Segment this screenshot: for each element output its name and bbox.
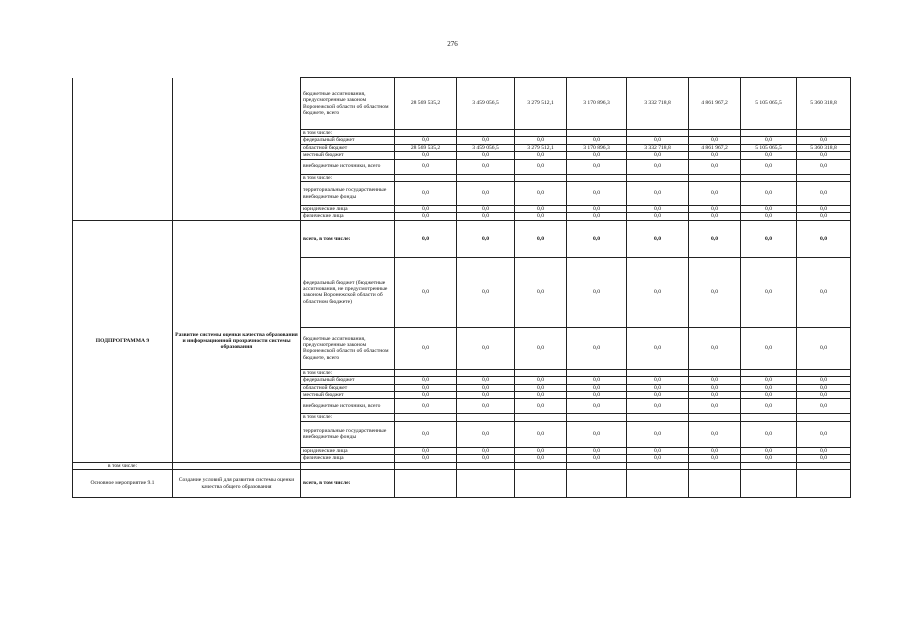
value-cell: 0,0 — [741, 392, 797, 399]
row-label: физические лица — [301, 213, 395, 220]
value-cell — [689, 369, 741, 376]
value-cell: 0,0 — [457, 421, 515, 447]
value-cell: 0,0 — [395, 137, 457, 144]
row-label: в том числе: — [301, 414, 395, 421]
empty-cell — [173, 462, 301, 469]
value-cell — [567, 470, 627, 498]
value-cell: 0,0 — [689, 137, 741, 144]
value-cell — [797, 130, 851, 137]
value-cell: 0,0 — [797, 421, 851, 447]
value-cell: 0,0 — [515, 159, 567, 174]
row-label: федеральный бюджет — [301, 137, 395, 144]
value-cell: 0,0 — [457, 447, 515, 454]
value-cell: 0,0 — [515, 377, 567, 384]
value-cell — [567, 130, 627, 137]
value-cell — [395, 414, 457, 421]
row-label: в том числе: — [301, 130, 395, 137]
value-cell: 0,0 — [689, 257, 741, 327]
value-cell: 0,0 — [797, 377, 851, 384]
value-cell: 0,0 — [689, 220, 741, 257]
row-label: территориальные государственные внебюджетные фонды — [301, 421, 395, 447]
row-label: территориальные государственные внебюджетные фонды — [301, 182, 395, 206]
value-cell: 0,0 — [457, 377, 515, 384]
value-cell: 0,0 — [567, 384, 627, 391]
value-cell — [689, 174, 741, 181]
value-cell: 0,0 — [741, 455, 797, 462]
value-cell: 0,0 — [689, 327, 741, 369]
value-cell — [741, 369, 797, 376]
value-cell: 0,0 — [627, 455, 689, 462]
value-cell: 0,0 — [689, 421, 741, 447]
row-label: всего, в том числе: — [301, 470, 395, 498]
value-cell — [457, 130, 515, 137]
value-cell: 0,0 — [627, 182, 689, 206]
row-label: бюджетные ассигнования, предусмотренные законом Воронежской области об областном бюджете, всего — [301, 327, 395, 369]
value-cell — [515, 414, 567, 421]
subprogram-name: Развитие системы оценки качества образования и информационной прозрачности системы образования — [173, 220, 301, 462]
value-cell — [515, 369, 567, 376]
value-cell: 0,0 — [515, 327, 567, 369]
value-cell: 3 170 896,3 — [567, 144, 627, 151]
value-cell — [689, 414, 741, 421]
value-cell: 0,0 — [741, 447, 797, 454]
value-cell: 0,0 — [797, 257, 851, 327]
value-cell: 0,0 — [627, 213, 689, 220]
value-cell: 0,0 — [567, 213, 627, 220]
value-cell: 3 332 718,8 — [627, 144, 689, 151]
value-cell: 0,0 — [457, 220, 515, 257]
value-cell: 0,0 — [797, 455, 851, 462]
value-cell: 0,0 — [741, 220, 797, 257]
value-cell: 0,0 — [457, 159, 515, 174]
value-cell — [395, 369, 457, 376]
value-cell — [515, 130, 567, 137]
value-cell: 0,0 — [689, 152, 741, 159]
value-cell: 0,0 — [395, 182, 457, 206]
empty-cell — [797, 462, 851, 469]
value-cell: 0,0 — [515, 220, 567, 257]
value-cell — [457, 369, 515, 376]
value-cell: 0,0 — [515, 137, 567, 144]
value-cell: 0,0 — [515, 206, 567, 213]
value-cell: 0,0 — [457, 213, 515, 220]
value-cell: 0,0 — [395, 447, 457, 454]
value-cell: 0,0 — [395, 377, 457, 384]
value-cell: 0,0 — [689, 392, 741, 399]
value-cell: 0,0 — [395, 152, 457, 159]
row-label: в том числе: — [301, 174, 395, 181]
value-cell — [627, 130, 689, 137]
value-cell: 28 569 535,2 — [395, 78, 457, 130]
empty-cell — [567, 462, 627, 469]
value-cell: 0,0 — [627, 399, 689, 414]
value-cell: 0,0 — [567, 206, 627, 213]
value-cell: 0,0 — [627, 159, 689, 174]
value-cell: 0,0 — [515, 257, 567, 327]
value-cell: 0,0 — [515, 447, 567, 454]
value-cell: 0,0 — [797, 152, 851, 159]
table-row — [73, 462, 851, 469]
value-cell: 5 105 065,5 — [741, 144, 797, 151]
value-cell — [627, 369, 689, 376]
empty-cell — [627, 462, 689, 469]
value-cell — [567, 369, 627, 376]
empty-cell — [301, 462, 395, 469]
value-cell: 0,0 — [741, 159, 797, 174]
value-cell: 0,0 — [741, 182, 797, 206]
table-row — [73, 470, 851, 498]
value-cell: 0,0 — [567, 327, 627, 369]
value-cell: 0,0 — [395, 392, 457, 399]
row-label: внебюджетные источники, всего — [301, 159, 395, 174]
value-cell — [741, 414, 797, 421]
value-cell: 0,0 — [515, 392, 567, 399]
value-cell: 0,0 — [567, 392, 627, 399]
value-cell: 3 170 896,3 — [567, 78, 627, 130]
value-cell: 0,0 — [567, 377, 627, 384]
value-cell: 0,0 — [797, 220, 851, 257]
value-cell: 0,0 — [395, 220, 457, 257]
value-cell: 0,0 — [395, 384, 457, 391]
value-cell: 0,0 — [797, 327, 851, 369]
empty-cell — [73, 78, 173, 221]
value-cell: 0,0 — [797, 159, 851, 174]
value-cell — [395, 470, 457, 498]
value-cell: 5 360 318,8 — [797, 144, 851, 151]
value-cell: 0,0 — [395, 399, 457, 414]
value-cell: 0,0 — [567, 455, 627, 462]
row-label: внебюджетные источники, всего — [301, 399, 395, 414]
value-cell: 0,0 — [797, 206, 851, 213]
value-cell — [457, 414, 515, 421]
value-cell: 0,0 — [515, 213, 567, 220]
value-cell — [741, 174, 797, 181]
value-cell: 0,0 — [567, 421, 627, 447]
value-cell: 0,0 — [515, 455, 567, 462]
value-cell: 0,0 — [567, 257, 627, 327]
value-cell: 0,0 — [741, 421, 797, 447]
value-cell: 0,0 — [689, 213, 741, 220]
value-cell: 0,0 — [627, 206, 689, 213]
value-cell: 0,0 — [567, 447, 627, 454]
value-cell: 3 279 512,1 — [515, 78, 567, 130]
value-cell: 5 105 065,5 — [741, 78, 797, 130]
value-cell — [395, 174, 457, 181]
row-label: бюджетные ассигнования, предусмотренные законом Воронежской области об областном бюджете, всего — [301, 78, 395, 130]
value-cell: 3 459 056,5 — [457, 144, 515, 151]
value-cell: 0,0 — [627, 257, 689, 327]
value-cell — [797, 414, 851, 421]
value-cell: 0,0 — [797, 447, 851, 454]
row-label: в том числе: — [301, 369, 395, 376]
value-cell: 0,0 — [797, 182, 851, 206]
value-cell — [741, 130, 797, 137]
value-cell — [515, 470, 567, 498]
value-cell — [797, 470, 851, 498]
value-cell: 0,0 — [567, 159, 627, 174]
value-cell: 0,0 — [567, 137, 627, 144]
value-cell: 0,0 — [741, 213, 797, 220]
value-cell: 0,0 — [515, 384, 567, 391]
value-cell — [689, 470, 741, 498]
value-cell: 0,0 — [515, 421, 567, 447]
value-cell: 4 861 967,2 — [689, 78, 741, 130]
value-cell — [457, 470, 515, 498]
row-label: областной бюджет — [301, 144, 395, 151]
value-cell: 0,0 — [457, 455, 515, 462]
page-number: 276 — [447, 40, 458, 48]
value-cell: 0,0 — [515, 182, 567, 206]
value-cell: 0,0 — [395, 421, 457, 447]
value-cell: 0,0 — [457, 384, 515, 391]
row-label: федеральный бюджет — [301, 377, 395, 384]
table-row — [73, 78, 851, 130]
row-label: всего, в том числе: — [301, 220, 395, 257]
value-cell: 0,0 — [741, 327, 797, 369]
value-cell: 0,0 — [741, 377, 797, 384]
value-cell: 0,0 — [395, 327, 457, 369]
value-cell: 0,0 — [515, 399, 567, 414]
value-cell: 0,0 — [395, 455, 457, 462]
empty-cell — [741, 462, 797, 469]
table-row — [73, 220, 851, 257]
value-cell: 0,0 — [627, 377, 689, 384]
budget-table — [72, 77, 851, 498]
value-cell: 0,0 — [627, 137, 689, 144]
value-cell: 0,0 — [627, 447, 689, 454]
value-cell: 0,0 — [627, 327, 689, 369]
value-cell: 0,0 — [627, 421, 689, 447]
value-cell: 0,0 — [741, 399, 797, 414]
value-cell — [567, 414, 627, 421]
empty-cell — [689, 462, 741, 469]
row-label: областной бюджет — [301, 384, 395, 391]
value-cell: 0,0 — [457, 152, 515, 159]
value-cell: 0,0 — [689, 399, 741, 414]
value-cell: 0,0 — [797, 213, 851, 220]
value-cell — [567, 174, 627, 181]
value-cell: 3 332 718,8 — [627, 78, 689, 130]
subprogram-code: ПОДПРОГРАММА 9 — [73, 220, 173, 462]
value-cell: 0,0 — [797, 137, 851, 144]
value-cell — [627, 174, 689, 181]
value-cell: 0,0 — [689, 455, 741, 462]
value-cell — [627, 470, 689, 498]
row-label: местный бюджет — [301, 392, 395, 399]
value-cell: 0,0 — [395, 257, 457, 327]
value-cell: 0,0 — [515, 152, 567, 159]
value-cell: 0,0 — [689, 377, 741, 384]
value-cell: 0,0 — [741, 137, 797, 144]
row-label: местный бюджет — [301, 152, 395, 159]
value-cell: 0,0 — [689, 206, 741, 213]
value-cell — [797, 174, 851, 181]
value-cell: 0,0 — [395, 206, 457, 213]
value-cell: 3 279 512,1 — [515, 144, 567, 151]
value-cell: 0,0 — [797, 392, 851, 399]
row-label: федеральный бюджет (бюджетные ассигнования, не предусмотренные законом Воронежской области об областном бюджете) — [301, 257, 395, 327]
row-label: физические лица — [301, 455, 395, 462]
value-cell: 0,0 — [457, 206, 515, 213]
value-cell: 5 360 318,8 — [797, 78, 851, 130]
value-cell — [689, 130, 741, 137]
value-cell: 0,0 — [457, 392, 515, 399]
value-cell: 4 861 967,2 — [689, 144, 741, 151]
value-cell: 0,0 — [741, 152, 797, 159]
value-cell: 0,0 — [741, 257, 797, 327]
value-cell — [741, 470, 797, 498]
value-cell: 0,0 — [567, 399, 627, 414]
value-cell: 0,0 — [457, 327, 515, 369]
value-cell: 3 459 056,5 — [457, 78, 515, 130]
value-cell: 0,0 — [689, 447, 741, 454]
empty-cell — [395, 462, 457, 469]
row-label: юридические лица — [301, 447, 395, 454]
value-cell: 0,0 — [797, 399, 851, 414]
value-cell: 0,0 — [567, 152, 627, 159]
value-cell: 0,0 — [395, 159, 457, 174]
empty-cell — [457, 462, 515, 469]
value-cell: 0,0 — [627, 152, 689, 159]
value-cell: 0,0 — [457, 182, 515, 206]
value-cell: 0,0 — [627, 220, 689, 257]
measure-name: Создание условий для развития системы оценки качества общего образования — [173, 470, 301, 498]
value-cell: 0,0 — [457, 137, 515, 144]
value-cell: 0,0 — [797, 384, 851, 391]
in-that-number-label: в том числе: — [73, 462, 173, 469]
measure-code: Основное мероприятие 9.1 — [73, 470, 173, 498]
value-cell: 0,0 — [627, 392, 689, 399]
value-cell: 0,0 — [567, 182, 627, 206]
value-cell: 0,0 — [741, 206, 797, 213]
value-cell: 0,0 — [741, 384, 797, 391]
value-cell: 0,0 — [689, 384, 741, 391]
value-cell — [515, 174, 567, 181]
row-label: юридические лица — [301, 206, 395, 213]
value-cell: 0,0 — [457, 257, 515, 327]
empty-cell — [173, 78, 301, 221]
value-cell — [395, 130, 457, 137]
value-cell: 28 569 535,2 — [395, 144, 457, 151]
value-cell — [457, 174, 515, 181]
value-cell — [797, 369, 851, 376]
value-cell: 0,0 — [567, 220, 627, 257]
value-cell: 0,0 — [689, 159, 741, 174]
value-cell: 0,0 — [395, 213, 457, 220]
value-cell: 0,0 — [689, 182, 741, 206]
value-cell: 0,0 — [457, 399, 515, 414]
value-cell — [627, 414, 689, 421]
empty-cell — [515, 462, 567, 469]
value-cell: 0,0 — [627, 384, 689, 391]
